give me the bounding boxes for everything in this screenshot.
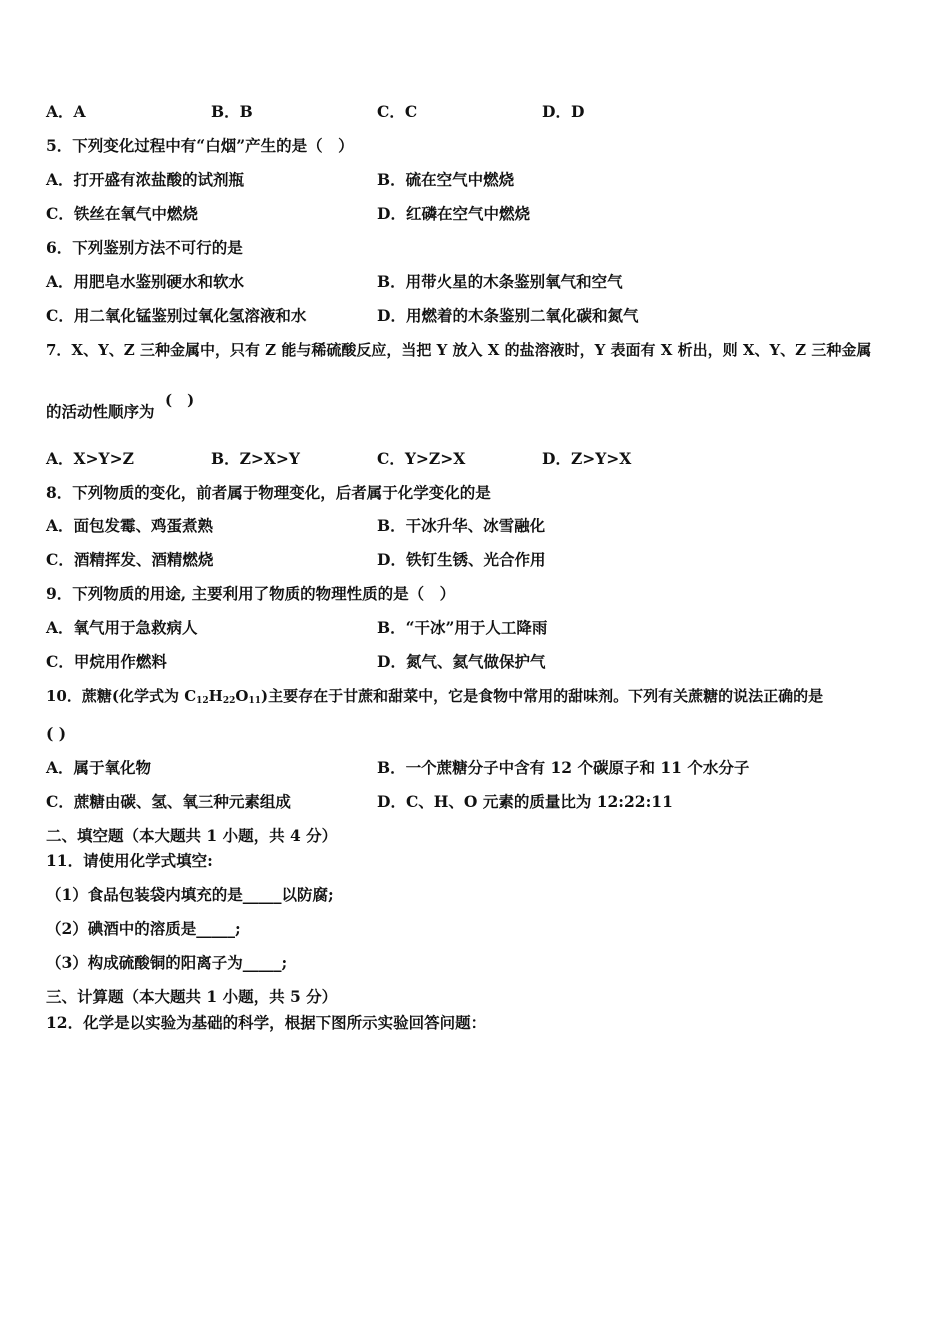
q11-part-3: （3）构成硫酸铜的阳离子为_____; [46,953,288,972]
q10-stem-post: )主要存在于甘蔗和甜菜中，它是食物中常用的甜味剂。下列有关蔗糖的说法正确的是 [261,687,824,705]
q6-option-c: C．用二氧化锰鉴别过氧化氢溶液和水 [46,306,307,325]
q10-option-c: C．蔗糖由碳、氢、氧三种元素组成 [46,792,291,811]
q4-option-d: D．D [542,102,585,121]
q11-part-2: （2）碘酒中的溶质是_____; [46,919,241,938]
q7-option-a: A．X>Y>Z [46,449,134,468]
q11-part-1: （1）食品包装袋内填充的是_____以防腐; [46,885,334,904]
q7-option-d: D．Z>Y>X [542,449,632,468]
q9-option-a: A．氧气用于急救病人 [46,618,198,637]
q4-option-c: C．C [377,102,418,121]
q5-option-c: C．铁丝在氧气中燃烧 [46,204,198,223]
q10-sub-h: 22 [222,696,236,706]
section-2-heading: 二、填空题（本大题共 1 小题，共 4 分） [46,826,338,845]
q7-stem-line1: 7．X、Y、Z 三种金属中，只有 Z 能与稀硫酸反应，当把 Y 放入 X 的盐溶液时，Y 表面有 X 析出，则 X、Y、Z 三种金属 [46,341,872,359]
q6-option-d: D．用燃着的木条鉴别二氧化碳和氮气 [377,306,639,325]
q11-stem: 11．请使用化学式填空: [46,851,213,870]
q10-answer-paren: ( ) [46,724,67,743]
q6-option-a: A．用肥皂水鉴别硬水和软水 [46,272,245,291]
q5-option-b: B．硫在空气中燃烧 [377,170,515,189]
q9-stem: 9．下列物质的用途, 主要利用了物质的物理性质的是（ ） [46,584,456,603]
q4-option-b: B．B [211,102,253,121]
q9-option-b: B．“干冰”用于人工降雨 [377,618,548,637]
q8-stem: 8．下列物质的变化，前者属于物理变化，后者属于化学变化的是 [46,483,491,502]
q5-option-a: A．打开盛有浓盐酸的试剂瓶 [46,170,245,189]
q10-sub-c: 12 [196,696,209,706]
q10-o: O [235,687,249,705]
q10-option-b: B．一个蔗糖分子中含有 12 个碳原子和 11 个水分子 [377,758,750,777]
q4-option-a: A．A [46,102,86,121]
q7-option-b: B．Z>X>Y [211,449,300,468]
section-3-heading: 三、计算题（本大题共 1 小题，共 5 分） [46,987,338,1006]
q10-option-a: A．属于氧化物 [46,758,152,777]
q8-option-b: B．干冰升华、冰雪融化 [377,516,546,535]
q6-option-b: B．用带火星的木条鉴别氧气和空气 [377,272,623,291]
q9-option-c: C．甲烷用作燃料 [46,652,167,671]
q5-option-d: D．红磷在空气中燃烧 [377,204,530,223]
q5-stem: 5．下列变化过程中有“白烟”产生的是（ ） [46,136,354,155]
q7-answer-paren: ( ) [165,391,195,409]
q9-option-d: D．氮气、氦气做保护气 [377,652,546,671]
q12-stem: 12．化学是以实验为基础的科学，根据下图所示实验回答问题： [46,1013,487,1032]
q10-stem [46,686,823,711]
q8-option-a: A．面包发霉、鸡蛋煮熟 [46,516,214,535]
q10-option-d: D．C、H、O 元素的质量比为 12:22:11 [377,792,673,811]
q7-stem-line2: 的活动性顺序为 [46,402,155,421]
q8-option-d: D．铁钉生锈、光合作用 [377,550,546,569]
q8-option-c: C．酒精挥发、酒精燃烧 [46,550,214,569]
q10-h: H [208,687,223,705]
q10-stem-pre: 10．蔗糖(化学式为 C [46,687,197,705]
q7-option-c: C．Y>Z>X [377,449,466,468]
q6-stem: 6．下列鉴别方法不可行的是 [46,238,243,257]
q10-sub-o: 11 [248,696,261,706]
